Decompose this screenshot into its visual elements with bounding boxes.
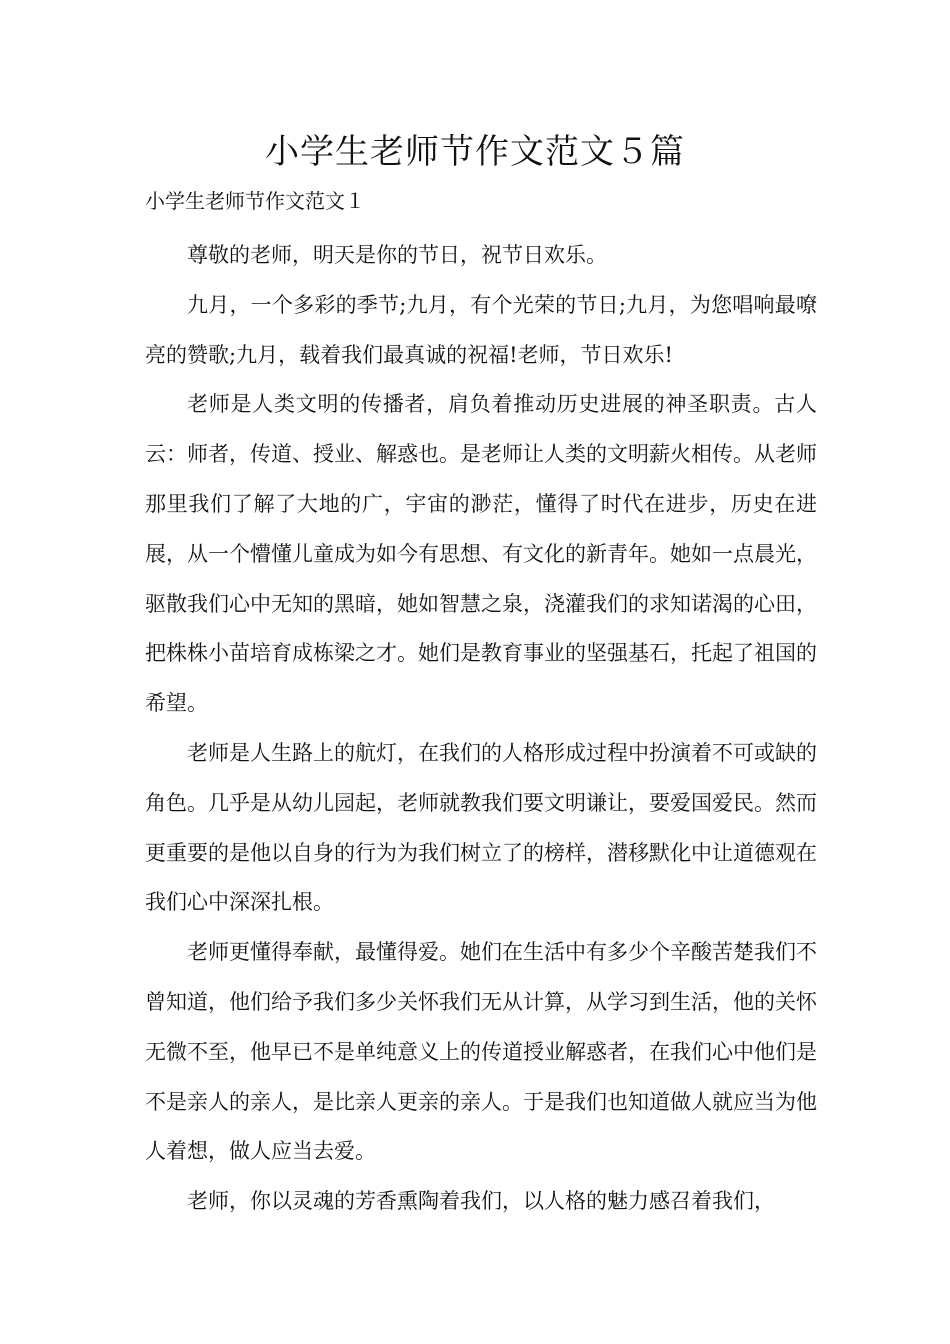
paragraph: 老师更懂得奉献，最懂得爱。她们在生活中有多少个辛酸苦楚我们不曾知道，他们给予我们多少关怀我们无从计算，从学习到生活，他的关怀无微不至，他早已不是单纯意义上的传道授业解惑者，在我们心中他们是不是亲人的亲人，是比亲人更亲的亲人。于是我们也知道做人就应当为他人着想，做人应当去爱。 [145, 940, 817, 1164]
section-heading: 小学生老师节作文范文１ [145, 189, 365, 213]
paragraph: 老师是人类文明的传播者，肩负着推动历史进展的神圣职责。古人云：师者，传道、授业、解惑也。是老师让人类的文明薪火相传。从老师那里我们了解了大地的广，宇宙的渺茫，懂得了时代在进步，历史在进展，从一个懵懂儿童成为如今有思想、有文化的新青年。她如一点晨光，驱散我们心中无知的黑暗，她如智慧之泉，浇灌我们的求知诺渴的心田，把株株小苗培育成栋梁之才。她们是教育事业的坚强基石，托起了祖国的希望。 [145, 392, 817, 716]
paragraph: 九月，一个多彩的季节;九月，有个光荣的节日;九月，为您唱响最嘹亮的赞歌;九月，载着我们最真诚的祝福!老师，节日欢乐! [145, 292, 817, 367]
paragraph: 老师，你以灵魂的芳香熏陶着我们，以人格的魅力感召着我们， [187, 1189, 775, 1214]
document-title: 小学生老师节作文范文５篇 [265, 132, 685, 172]
paragraph: 尊敬的老师，明天是你的节日，祝节日欢乐。 [187, 243, 607, 267]
document-body [145, 231, 817, 1227]
paragraph: 老师是人生路上的航灯，在我们的人格形成过程中扮演着不可或缺的角色。几乎是从幼儿园起，老师就教我们要文明谦让，要爱国爱民。然而更重要的是他以自身的行为为我们树立了的榜样，潜移默化中让道德观在我们心中深深扎根。 [145, 740, 817, 915]
